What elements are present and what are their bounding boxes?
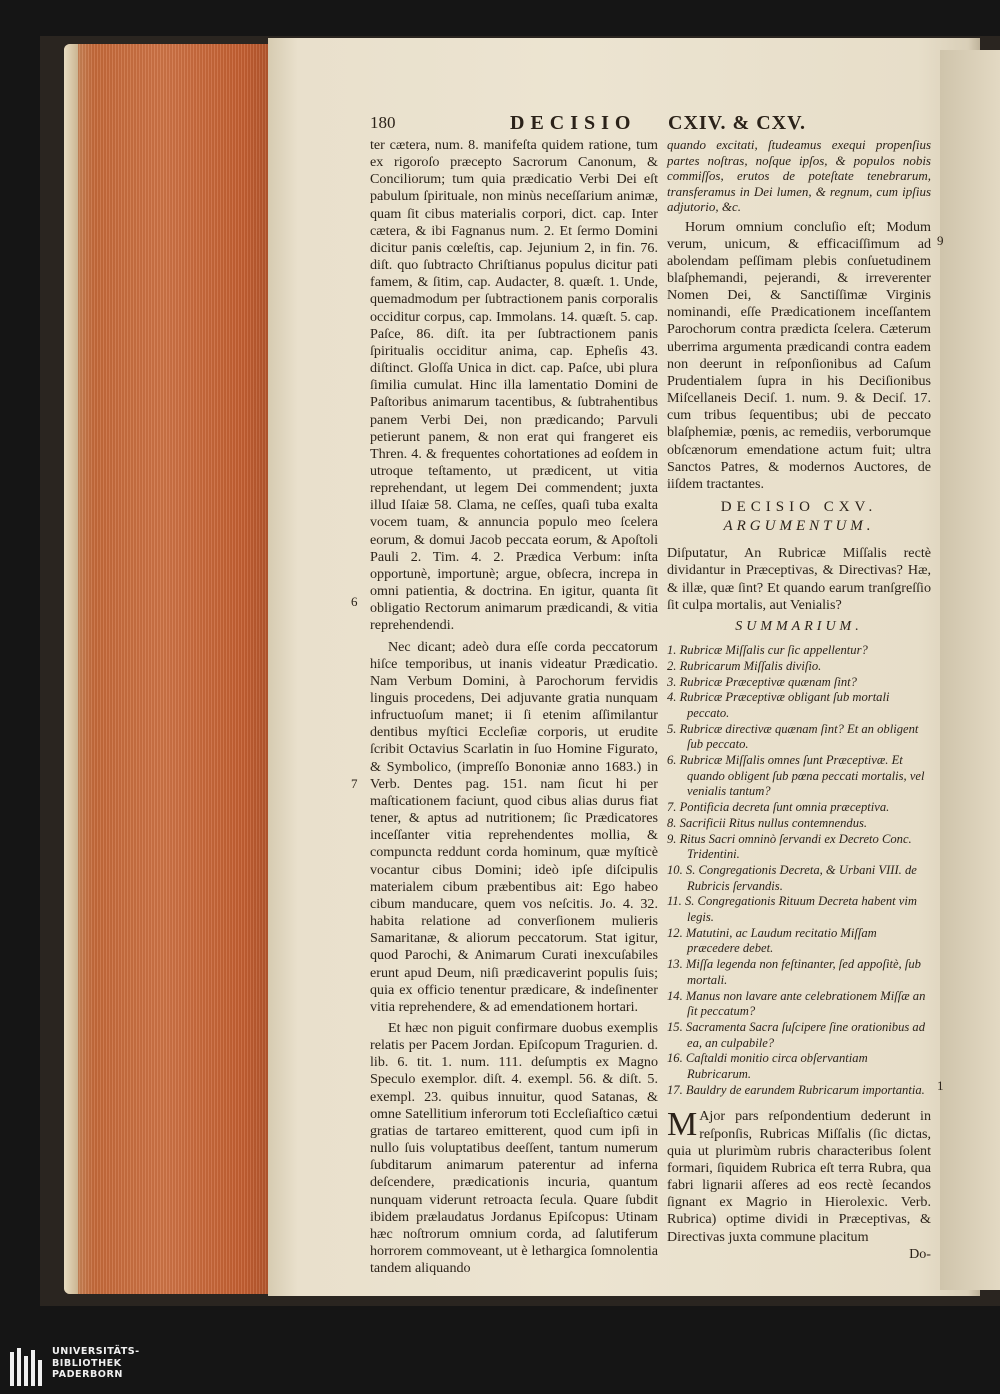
summary-item: 13. Miſſa legenda non feſtinanter, ſed appoſitè, ſub mortali. — [667, 957, 921, 987]
running-head: DECISIO — [510, 112, 637, 134]
library-line-2: BIBLIOTHEK — [52, 1357, 122, 1369]
summary-item: 15. Sacramenta Sacra ſuſcipere ſine orationibus ad ea, an culpabile? — [667, 1019, 926, 1050]
left-paragraph-3: Et hæc non piguit confirmare duobus exemplis relatis per Pacem Jordan. Epiſcopum Tragurien. d. lib. 6. tit. 1. num. 111. deſumptis ex Magno Speculo exemplor. diſt. 4. exempl. 56. & diſt. 5. exempl. 23. quibus innuitur, quod Satanas, & omne Satellitium inferorum toti Eccleſiaſtico cætui gratias de tartareo emitterent, quod cum ipſi in nullo ſuis voluptatibus deeſſent, tantum numerum ſubditarum animarum paterentur ad inferna deſcendere, prædicationis incuria, quantum nunquam viderunt retroacta ſecula. Quare ſubdit ibidem prælaudatus Jordanus Epiſcopus: Utinam hæc noſtrorum omnium corda, ad ſalutiferum horrorem commoveant, ut è lethargica ſomnolentia tandem aliquando — [370, 1019, 658, 1277]
margin-number: 9 — [937, 233, 944, 248]
margin-number: 6 — [351, 594, 358, 609]
argument-text: Diſputatur, An Rubricæ Miſſalis rectè dividantur in Præceptivas, & Directivas? Hæ, & illæ, quæ ſint? Et quando earum tranſgreſſio ſit culpa mortalis, aut Venialis? — [667, 545, 931, 613]
library-line-3: PADERBORN — [52, 1369, 123, 1380]
page-number: 180 — [370, 113, 396, 132]
summary-item: 10. S. Congregationis Decreta, & Urbani VIII. de Rubricis ſervandis. — [667, 862, 917, 893]
library-line-1: UNIVERSITÄTS- — [52, 1346, 140, 1357]
margin-number: 7 — [351, 776, 358, 791]
summary-item: 4. Rubricæ Præceptivæ obligant ſub mortali peccato. — [667, 690, 890, 720]
margin-number: 1 — [937, 1078, 944, 1093]
final-paragraph-text: Ajor pars reſpondentium dederunt in reſponſis, Rubricas Miſſalis (ſic dictas, quia ut plurimùm rubris characteribus ſolent formari, ſiquidem Rubrica eſt terra Rubra, qua fabri lignarii aſſeres ad eos rectè ſecandos ſignant ex Magrio in Hierolexic. Verb. Rubrica) optime dividi in Præceptivas, & Directivas juxta commune placitum — [667, 1108, 931, 1245]
summary-list — [667, 643, 931, 1098]
summary-item: 7. Pontificia decreta ſunt omnia præceptiva. — [667, 800, 890, 815]
book-fore-edge-rim — [64, 44, 78, 1294]
summary-item: 5. Rubricæ directivæ quænam ſint? Et an obligent ſub peccato. — [667, 721, 919, 752]
summary-item: 9. Ritus Sacri omninò ſervandi ex Decreto Conc. Tridentini. — [667, 831, 912, 862]
summary-item: 3. Rubricæ Præceptivæ quænam ſint? — [667, 674, 857, 689]
left-paragraph-2: Nec dicant; adeò dura eſſe corda peccatorum hiſce temporibus, ut inanis videatur Prædicatio. Nam Verbum Domini, à Parochorum fervidis linguis procedens, Dei adjuvante gratia nunquam infructuoſum manet; ii ſi etenim aſſimilantur dentibus myſtici Eccleſiæ corporis, ut erudite ſcribit Octavius Scarlatin in ſuo Homine Figurato, & Symbolico, (impreſſo Bononiæ anno 1683.) in Verb. Dentes pag. 151. nam ſicut hi per maſticationem faciunt, quod cibus alias durus fiat tener, & aptus ad nutritionem; ſic Prædicatores inceſſanter vitia reprehendentes mollia, & compuncta reddunt corda hominum, quæ myſticè vocantur cibus Domini; ideò ipſe diſcipulis materialem cibum præbentibus ait: Ego habeo cibum manducare, quem vos neſcitis. Jo. 4. 32. habita relatione ad converſionem mulieris Samaritanæ, & aliorum peccatorum. Stat igitur, quod Parochi, & Animarum Curati inexcuſabiles erunt apud Deum, niſi prædicaverint populis ſuis; quia ex officio tenentur prædicare, & indeſinenter vitia reprehendere, & ad emendationem hortari. — [370, 638, 658, 1015]
summary-item: 16. Caſtaldi monitio circa obſervantiam Rubricarum. — [667, 1051, 868, 1082]
summary-title: SUMMARIUM. — [735, 618, 863, 634]
book-fore-edge — [64, 44, 269, 1294]
left-column — [370, 137, 658, 1277]
library-name — [52, 1346, 140, 1381]
drop-cap: M — [667, 1106, 698, 1144]
summary-item: 2. Rubricarum Miſſalis diviſio. — [667, 658, 822, 673]
section-title: DECISIO CXV. — [720, 499, 878, 515]
summary-item: 17. Bauldry de earundem Rubricarum importantia. — [667, 1082, 925, 1097]
summary-item: 8. Sacrificii Ritus nullus contemnendus. — [667, 815, 868, 830]
running-head-numbers: CXIV. & CXV. — [668, 112, 806, 134]
right-conclusion: Horum omnium concluſio eſt; Modum verum, unicum, & efficaciſſimum ad abolendam peſſimam plebis conſuetudinem blaſphemandi, pejerandi, & irreverenter Nomen Dei, & Sanctiſſimæ Virginis nominandi, eſſe Prædicationem inceſſantem Parochorum contra prædicta ſcelera. Cæterum uberrima argumenta prædicandi contra eadem non deerunt in reſponſionibus ad Caſum Prudentialem ſupra in his Deciſionibus Miſcellaneis Deciſ. 1. num. 9. & Deciſ. 17. cum tribus ſequentibus; ubi de peccato blaſphemiæ, pœnis, ac remediis, verborumque obſcænorum emendatione actum fuit; ultra Sanctos Patres, & modernos Auctores, de iiſdem tractantes. — [667, 218, 931, 492]
summary-item: 12. Matutini, ac Laudum recitatio Miſſam præcedere debet. — [667, 925, 877, 956]
next-page-edge — [940, 50, 1000, 1290]
right-column — [667, 137, 931, 1263]
summary-item: 14. Manus non lavare ante celebrationem Miſſæ an ſit peccatum? — [667, 988, 926, 1019]
library-logo — [0, 1340, 200, 1394]
library-logo-bars-icon — [10, 1348, 44, 1386]
left-paragraph-1: ter cætera, num. 8. manifeſta quidem ratione, tum ex rigoroſo præcepto Sacrorum Canonum, & Conciliorum; tum quia prædicatio Verbi Dei eſt pabulum ſpirituale, non minùs neceſſarium animæ, quam ſit cibus materialis corpori, dict. cap. Inter cætera, & ibi Fagnanus num. 2. Et ſermo Domini dicitur panis cœleſtis, cap. Jejunium 2, in fin. 76. diſt. quo ſubtracto Chriſtianus populus dicitur pati famem, & ſitim, cap. Audacter, 8. quæſt. 1. Unde, quemadmodum per ſubtractionem panis corporalis occiditur corpus, cap. Immolans. 14. quæſt. 5. cap. Paſce, 86. diſt. ita per ſubtractionem panis ſpiritualis occiditur anima, cap. Epheſis 43. diſtinct. Gloſſa Unica in dict. cap. Paſce, ubi plura ſimilia cumulat. Hinc illa lamentatio Domini de Paſtoribus animarum tacentibus, & ſubtrahentibus panem Verbi Dei, non prædicando; Parvuli petierunt panem, & non erat qui frangeret eis Thren. 4. & frequentes cohortationes ad eoſdem in utroque teſtamento, ut prædicent, ut vitia reprehendant, ut legem Dei commendent; juxta illud Iſaiæ 58. Clama, ne ceſſes, quaſi tuba exalta vocem tuam, & annuncia populo meo ſcelera eorum, & domui Jacob peccata eorum, & Apoſtoli Pauli 2. Tim. 4. 2. Prædica Verbum: inſta opportunè, importunè; argue, obſecra, increpa in omni patientia, & doctrina. En igitur, quanta ſit obligatio Rectorum animarum prædicandi, & vitia reprehendendi. — [370, 137, 658, 634]
summary-item: 6. Rubricæ Miſſalis omnes ſunt Præceptivæ. Et quando obligent ſub pœna peccati mortalis, vel venialis tantum? — [667, 753, 925, 799]
right-opening: quando excitati, ſtudeamus exequi propenſius partes noſtras, noſque ipſos, & populos nobis commiſſos, erutos de poteſtate tenebrarum, transferamus in Dei lumen, & regnum, cum ipſius adjutorio, &c. — [667, 137, 931, 214]
summary-item: 1. Rubricæ Miſſalis cur ſic appellentur? — [667, 643, 868, 658]
summary-item: 11. S. Congregationis Rituum Decreta habent vim legis. — [667, 894, 917, 925]
final-paragraph — [667, 1108, 931, 1245]
section-subtitle: ARGUMENTUM. — [723, 518, 875, 535]
catchword: Do- — [909, 1245, 931, 1262]
page-header — [0, 113, 1000, 139]
